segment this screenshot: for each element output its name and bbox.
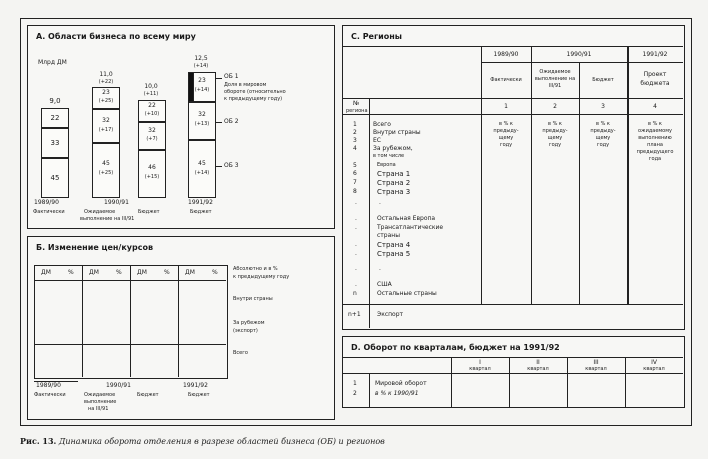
- bar-3-ob1-value: 22: [148, 102, 156, 109]
- ob1-note-1: Доля в мировом: [224, 82, 267, 88]
- c-header-line: [343, 98, 683, 99]
- b-year-1990: 1990/91: [106, 382, 131, 389]
- region-n-2: 2: [353, 129, 357, 136]
- c-no-sub: региона: [346, 108, 368, 114]
- region-n-10: .: [355, 199, 357, 206]
- region-name-2: Внутри страны: [373, 129, 421, 136]
- c4-pct-6: года: [648, 156, 662, 162]
- caption-text: Динамика оборота отделения в разрезе областей бизнеса (ОБ) и регионов: [58, 437, 385, 446]
- c-year-1990: 1990/91: [566, 51, 592, 58]
- region-n-8: 7: [353, 179, 357, 186]
- region-name-11: Остальная Европа: [377, 215, 436, 222]
- region-n-1: 1: [353, 121, 357, 128]
- bar-4-total-change: (+14): [193, 63, 209, 69]
- region-n-12: .: [355, 224, 357, 231]
- c2-pct-4: году: [548, 142, 562, 148]
- bar-1-ob3-value: 45: [50, 174, 60, 182]
- region-n-4: 4: [353, 145, 357, 152]
- col-dm-1: ДМ: [41, 269, 51, 276]
- q2-label: квартал: [527, 366, 549, 372]
- bar-2-ob2-change: (+17): [98, 127, 114, 133]
- panel-d-title: D. Оборот по кварталам, бюджет на 1991/92: [351, 343, 560, 352]
- row-label-abroad: За рубежом: [233, 320, 265, 326]
- bar-2-ob1-value: 23: [102, 89, 110, 96]
- ob1-label: ОБ 1: [224, 73, 239, 80]
- bar-3-seg-ob1: [138, 100, 166, 122]
- c2-pct-3: щему: [547, 135, 563, 141]
- b-year-1989: 1989/90: [36, 382, 61, 389]
- grid-col-2: [130, 266, 131, 377]
- year-1990: 1990/91: [104, 199, 129, 206]
- ob2-leader: [216, 122, 222, 123]
- panel-a-business-areas: [27, 25, 335, 229]
- grid-col-1: [82, 266, 83, 377]
- panel-c-regions: [342, 25, 685, 330]
- region-name-7: Страна 1: [377, 170, 411, 178]
- ob1-note-3: к предыдущему году): [224, 96, 283, 102]
- region-name-14: Страна 4: [377, 241, 411, 249]
- q3-label: квартал: [585, 366, 607, 372]
- bar-3-seg-ob3: [138, 150, 166, 198]
- c4-pct-1: в % к: [648, 121, 662, 127]
- bar-1-ob2-value: 33: [50, 139, 60, 147]
- region-n-14: .: [355, 241, 357, 248]
- region-n-9: 8: [353, 188, 357, 195]
- c4-pct-3: выполнению: [638, 135, 672, 141]
- c-year-1989: 1989/90: [493, 51, 519, 58]
- c-header-proj-1: Проект: [643, 71, 667, 78]
- col-dm-3: ДМ: [137, 269, 147, 276]
- year-1989: 1989/90: [34, 199, 59, 206]
- d-row-1-label: Мировой оборот: [375, 380, 427, 387]
- row-label-absolute: Абсолютно и в %: [233, 266, 278, 272]
- b-footer-expect-2: выполнение: [84, 399, 117, 405]
- d-title-line: [343, 357, 683, 358]
- bar-1-label: Фактически: [33, 209, 65, 215]
- export-label: Экспорт: [377, 311, 404, 318]
- c-header-expect-1: Ожидаемое: [539, 69, 571, 75]
- row-label-absolute-2: к предыдущему году: [233, 274, 290, 280]
- ob1-leader: [216, 78, 222, 79]
- c-header-expect-2: выполнение на: [534, 76, 576, 82]
- row-label-domestic: Внутри страны: [233, 296, 273, 302]
- region-name-10: .: [379, 199, 381, 206]
- bar-2-ob3-value: 45: [102, 160, 110, 167]
- price-grid: [34, 265, 228, 379]
- panel-d-quarterly: [342, 336, 685, 408]
- row-label-total: Всего: [233, 350, 248, 356]
- c-col-a: [481, 46, 482, 304]
- bar-1-ob1-value: 22: [50, 114, 60, 122]
- c-title-line: [343, 46, 683, 47]
- q4-num: IV: [651, 359, 657, 366]
- ob1-note-2: обороте (относительно: [224, 89, 286, 95]
- bar-4-label: Бюджет: [190, 209, 212, 215]
- c3-pct-3: щему: [595, 135, 611, 141]
- c-num-1: 1: [504, 103, 508, 110]
- bar-4-seg-ob3: [188, 140, 216, 198]
- c-num-3: 3: [601, 103, 605, 110]
- d-row-1-n: 1: [353, 380, 357, 387]
- d-row-2-n: 2: [353, 390, 357, 397]
- c4-pct-2: ожидаемому: [638, 128, 672, 134]
- bar-2-total-change: (+22): [98, 79, 114, 85]
- c2-pct-2: предыду-: [542, 128, 568, 134]
- c-num-4: 4: [653, 103, 657, 110]
- c-no-label: №: [353, 100, 360, 107]
- b-footer-expect-3: на III/91: [88, 406, 109, 412]
- region-name-12: Трансатлантические: [377, 224, 444, 231]
- b-footer-budget-2: Бюджет: [188, 392, 210, 398]
- d-header-line: [343, 373, 683, 374]
- c-header-fact: Фактически: [490, 77, 522, 83]
- q3-num: III: [593, 359, 599, 366]
- d-row-2-label: в % к 1990/91: [375, 390, 419, 397]
- bar-3-ob2-value: 32: [148, 127, 156, 134]
- region-name-17: США: [377, 281, 392, 288]
- bar-2-ob1-change: (+25): [98, 98, 114, 104]
- bar-3-seg-ob2: [138, 122, 166, 150]
- col-pct-3: %: [164, 269, 170, 276]
- region-n-11: .: [355, 215, 357, 222]
- region-name-6: Европа: [377, 162, 396, 168]
- q1-label: квартал: [469, 366, 491, 372]
- region-n-17: .: [355, 281, 357, 288]
- bar-4-ob2-value: 32: [198, 111, 206, 118]
- region-name-9: Страна 3: [377, 188, 411, 196]
- bar-2-sub: выполнение на III/91: [80, 216, 135, 222]
- bar-3-ob2-change: (+7): [146, 136, 158, 142]
- q4-label: квартал: [643, 366, 665, 372]
- ob3-leader: [216, 166, 222, 167]
- c4-pct-4: плана: [647, 142, 663, 148]
- region-n-18: n: [353, 290, 357, 297]
- c1-pct-4: году: [499, 142, 513, 148]
- b-footer-expect: Ожидаемое: [84, 392, 116, 398]
- bar-3-ob3-change: (+15): [144, 174, 160, 180]
- c-num-2: 2: [553, 103, 557, 110]
- panel-b-price-changes: [27, 236, 335, 420]
- bar-3-ob1-change: (+10): [144, 111, 160, 117]
- bar-4-share-marker: [188, 72, 194, 102]
- bar-2-label: Ожидаемое: [84, 209, 116, 215]
- region-n-15: .: [355, 250, 357, 257]
- region-name-3: ЕС: [373, 137, 381, 144]
- col-pct-1: %: [68, 269, 74, 276]
- bar-2-total: 11,0: [99, 71, 113, 78]
- region-name-13: страны: [377, 232, 400, 239]
- grid-col-3: [178, 266, 179, 377]
- bar-1-seg-ob2: [41, 128, 69, 158]
- bar-4-ob3-change: (+14): [194, 170, 210, 176]
- unit-label: Млрд ДМ: [38, 59, 67, 66]
- c-col-c: [579, 62, 580, 304]
- c1-pct-3: щему: [498, 135, 514, 141]
- bar-3-label: Бюджет: [138, 209, 160, 215]
- ob3-label: ОБ 3: [224, 162, 239, 169]
- bar-2-seg-ob1: [92, 87, 120, 109]
- b-year-1991: 1991/92: [183, 382, 208, 389]
- export-n: n+1: [348, 311, 361, 318]
- bar-1-seg-ob1: [41, 108, 69, 128]
- region-n-16: .: [355, 265, 357, 272]
- bar-4-ob2-change: (+13): [194, 121, 210, 127]
- bar-2-ob2-value: 32: [102, 117, 110, 124]
- c-year-1991: 1991/92: [642, 51, 668, 58]
- region-name-15: Страна 5: [377, 250, 411, 258]
- bar-2-seg-ob2: [92, 109, 120, 143]
- bar-4-seg-ob2: [188, 102, 216, 140]
- c3-pct-2: предыду-: [590, 128, 616, 134]
- panel-a-title: А. Области бизнеса по всему миру: [36, 32, 196, 41]
- region-name-1: Всего: [373, 121, 391, 128]
- region-name-8: Страна 2: [377, 179, 411, 187]
- ob2-label: ОБ 2: [224, 118, 239, 125]
- region-n-3: 3: [353, 137, 357, 144]
- figure-caption: [20, 436, 385, 446]
- bar-4-ob1-change: (+14): [194, 87, 210, 93]
- region-name-4: За рубежом,: [373, 145, 413, 152]
- bar-4-seg-ob1: [188, 72, 216, 102]
- c3-pct-4: году: [596, 142, 610, 148]
- bar-4-ob1-value: 23: [198, 77, 206, 84]
- region-n-7: 6: [353, 170, 357, 177]
- col-pct-2: %: [116, 269, 122, 276]
- c1-pct-2: предыду-: [493, 128, 519, 134]
- region-name-5: в том числе: [373, 153, 405, 159]
- bar-3-total-change: (+11): [143, 91, 159, 97]
- c-export-line: [343, 304, 683, 305]
- panel-b-title: Б. Изменение цен/курсов: [36, 243, 154, 252]
- panel-c-title: С. Регионы: [351, 32, 403, 41]
- bar-4-ob3-value: 45: [198, 160, 206, 167]
- c1-pct-1: в % к: [499, 121, 513, 127]
- bar-1-total: 9,0: [49, 97, 61, 105]
- c-col-no: [369, 98, 370, 328]
- bar-3-total: 10,0: [144, 83, 158, 90]
- region-name-16: .: [379, 265, 381, 272]
- bar-3-ob3-value: 46: [148, 164, 156, 171]
- c2-pct-1: в % к: [548, 121, 562, 127]
- c-year-line: [481, 62, 683, 63]
- bar-2-seg-ob3: [92, 143, 120, 198]
- c-header-expect-3: III/91: [548, 83, 562, 89]
- b-footer-fact: Фактически: [34, 392, 66, 398]
- c-nums-line: [343, 114, 683, 115]
- c3-pct-1: в % к: [596, 121, 610, 127]
- c-header-budget: Бюджет: [592, 77, 614, 83]
- col-dm-4: ДМ: [185, 269, 195, 276]
- caption-prefix: Рис. 13.: [20, 436, 57, 446]
- c4-pct-5: предыдущего: [636, 149, 674, 155]
- row-label-abroad-2: (экспорт): [233, 328, 258, 334]
- region-name-18: Остальные страны: [377, 290, 437, 297]
- bar-1-seg-ob3: [41, 158, 69, 198]
- q2-num: II: [536, 359, 540, 366]
- year-1991: 1991/92: [188, 199, 213, 206]
- bar-2-ob3-change: (+25): [98, 170, 114, 176]
- q1-num: I: [479, 359, 481, 366]
- col-dm-2: ДМ: [89, 269, 99, 276]
- bar-4-total: 12,5: [194, 55, 208, 62]
- col-pct-4: %: [212, 269, 218, 276]
- d-col-no: [369, 373, 370, 407]
- region-n-6: 5: [353, 162, 357, 169]
- c-header-proj-2: бюджета: [640, 80, 670, 87]
- b-footer-budget-1: Бюджет: [137, 392, 159, 398]
